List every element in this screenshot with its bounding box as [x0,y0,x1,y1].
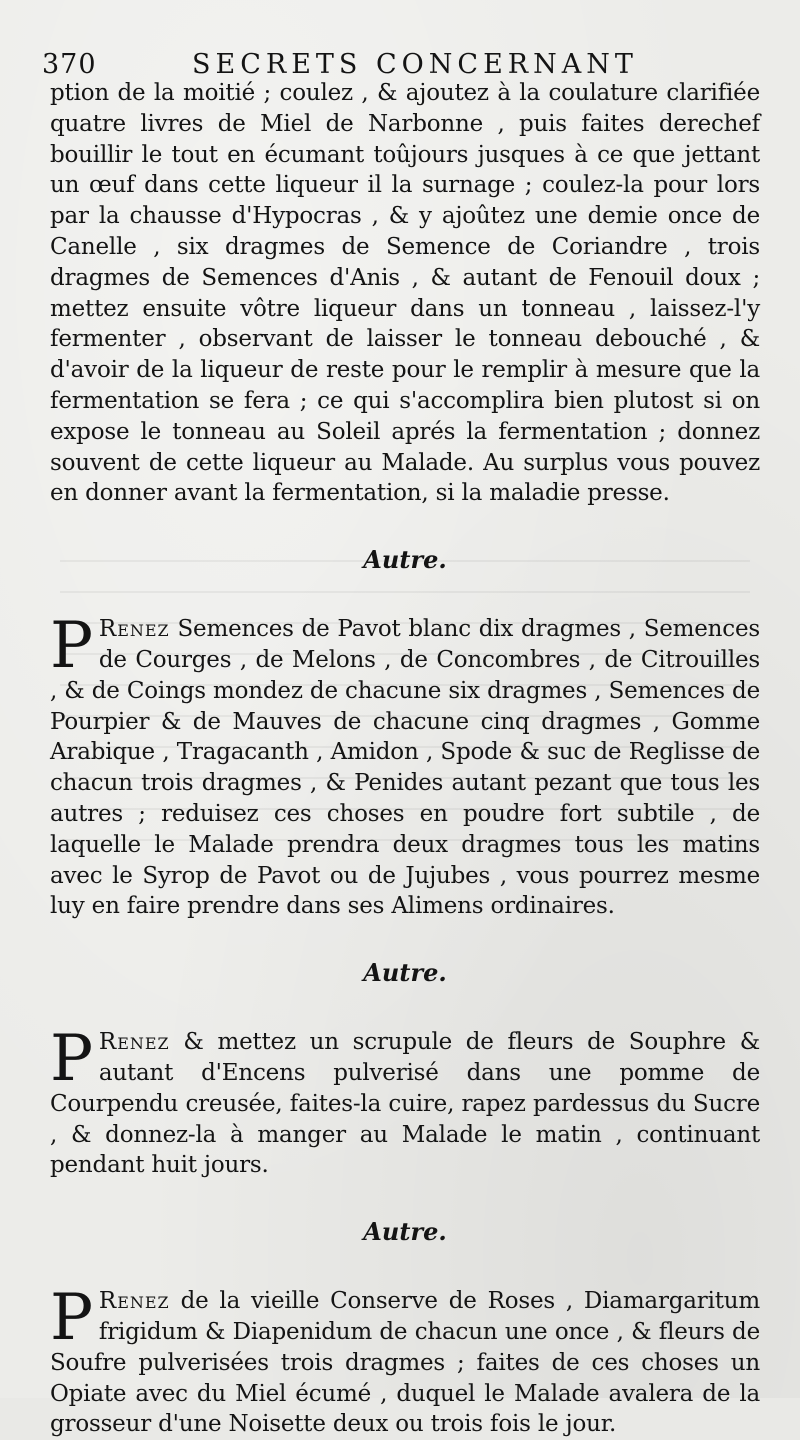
drop-cap: P [50,1281,93,1356]
running-title: SECRETS CONCERNANT [192,48,638,80]
spacer [50,574,760,614]
recipe-text: de la vieille Conserve de Roses , Diamargaritum frigidum & Diapenidum de chacun une once , & fleurs de Soufre pulverisées trois dragmes ; faites de ces choses un Opiate avec du Miel écumé , duquel le Malade avalera de la grosseur d'une Noisette deux ou trois fois le jour. [50,1288,760,1438]
lead-word: Renez [98,1288,170,1315]
recipe-text: & mettez un scrupule de fleurs de Souphre & autant d'Encens pulverisé dans une pomme de Courpendu creusée, faites-la cuire, rapez pardessus du Sucre , & donnez-la à manger au Malade le matin , continuant pendant huit jours. [50,1029,760,1179]
spacer [50,1246,760,1286]
page-body [50,78,760,1440]
recipe-text: Semences de Pavot blanc dix dragmes , Semences de Courges , de Melons , de Concombres , de Citrouilles , & de Coings mondez de chacune six dragmes , Semences de Pourpier & de Mauves de chacune cinq dragmes , Gomme Arabique , Tragacanth , Amidon , Spode & suc de Reglisse de chacun trois dragmes , & Penides autant pezant que tous les autres ; reduisez ces choses en poudre fort subtile , de laquelle le Malade prendra deux dragmes tous les matins avec le Syrop de Pavot ou de Jujubes , vous pourrez mesme luy en faire prendre dans ses Alimens ordinaires. [50,616,760,920]
drop-cap: P [50,609,93,684]
section-heading-autre-3: Autre. [363,1217,447,1247]
recipe-paragraph-2 [50,1022,760,1181]
drop-cap: P [50,1022,93,1097]
paragraph-continued: ption de la moitié ; coulez , & ajoutez à la coulature clarifiée quatre livres de Miel de Narbonne , puis faites derechef bouillir le tout en écumant toûjours jusques à ce que jettant un œuf dans cette liqueur il la surnage ; coulez-la pour lors par la chausse d'Hypocras , & y ajoûtez une demie once de Canelle , six dragmes de Semence de Coriandre , trois dragmes de Semences d'Anis , & autant de Fenouil doux ; mettez ensuite vôtre liqueur dans un tonneau , laissez-l'y fermenter , observant de laisser le tonneau debouché , & d'avoir de la liqueur de reste pour le remplir à mesure que la fermentation se fera ; ce qui s'accomplira bien plutost si on expose le tonneau au Soleil aprés la fermentation ; donnez souvent de cette liqueur au Malade. Au surplus vous pouvez en donner avant la fermentation, si la maladie presse. [50,80,760,507]
recipe-paragraph-1 [50,609,760,922]
lead-word: Renez [98,616,170,643]
spacer [50,987,760,1027]
recipe-paragraph-3 [50,1281,760,1440]
lead-word: Renez [98,1029,170,1056]
section-heading-autre-1: Autre. [363,545,447,575]
page-number: 370 [42,48,97,80]
section-heading-autre-2: Autre. [363,958,447,988]
